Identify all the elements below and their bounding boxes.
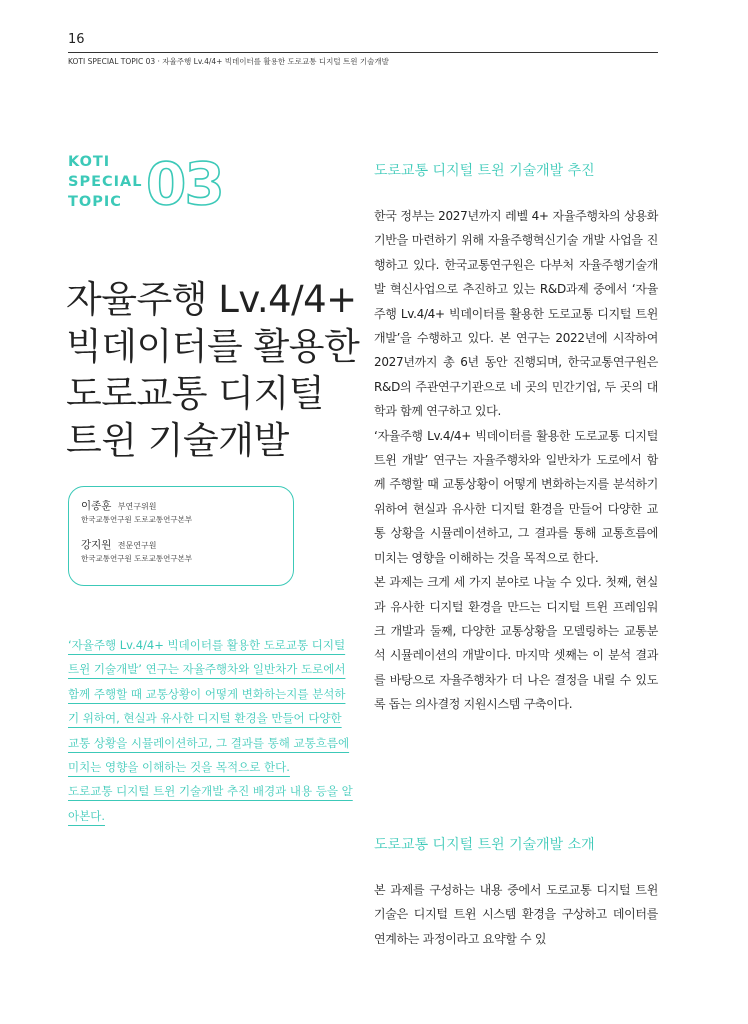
- author-1: [81, 499, 293, 526]
- title-line-4: 트윈 기술개발: [66, 419, 289, 462]
- article-summary: [68, 633, 353, 828]
- title-line-1: 자율주행 Lv.4/4+: [66, 278, 357, 321]
- author-name: 강지원: [81, 539, 112, 551]
- badge-word-koti: KOTI: [68, 154, 111, 170]
- header-rule: [68, 52, 658, 53]
- badge-number: 03: [146, 150, 223, 218]
- author-affiliation: 한국교통연구원 도로교통연구본부: [81, 515, 193, 524]
- author-role: 전문연구원: [117, 541, 157, 550]
- koti-special-topic-badge: [68, 152, 258, 222]
- body-text: [374, 878, 658, 951]
- section-heading: 도로교통 디지털 트윈 기술개발 소개: [374, 837, 595, 853]
- title-line-3: 도로교통 디지털: [66, 372, 324, 415]
- author-affiliation: 한국교통연구원 도로교통연구본부: [81, 554, 193, 563]
- author-role: 부연구위원: [117, 502, 157, 511]
- author-box: [68, 486, 294, 586]
- running-head: KOTI SPECIAL TOPIC 03 · 자율주행 Lv.4/4+ 빅데이터를 활용한 도로교통 디지털 트윈 기술개발: [68, 57, 389, 66]
- body-paragraph: 한국 정부는 2027년까지 레벨 4+ 자율주행차의 상용화 기반을 마련하기 위해 자율주행혁신기술 개발 사업을 진행하고 있다. 한국교통연구원은 다부처 자율주행기술개발 혁신사업으로 추진하고 있는 R&D과제 중에서 ‘자율주행 Lv.4/4+ 빅데이터를 활용한 도로교통 디지털 트윈 개발’을 수행하고 있다. 본 연구는 2022년에 시작하여 2027년까지 총 6년 동안 진행되며, 한국교통연구원은 R&D의 주관연구기관으로 네 곳의 민간기업, 두 곳의 대학과 함께 연구하고 있다.: [374, 209, 658, 419]
- article-title: [66, 276, 366, 464]
- badge-word-topic: TOPIC: [68, 194, 122, 210]
- body-text: [374, 204, 658, 717]
- summary-paragraph: ‘자율주행 Lv.4/4+ 빅데이터를 활용한 도로교통 디지털 트윈 기술개발’ 연구는 자율주행차와 일반차가 도로에서 함께 주행할 때 교통상황이 어떻게 변화하는지를 분석하기 위하여, 현실과 유사한 디지털 환경을 만들어 다양한 교통 상황을 시뮬레이션하고, 그 결과를 통해 교통흐름에 미치는 영향을 이해하는 것을 목적으로 한다.: [68, 638, 350, 775]
- section-heading: 도로교통 디지털 트윈 기술개발 추진: [374, 163, 595, 179]
- page-number: 16: [68, 32, 85, 47]
- body-paragraph: 본 과제를 구성하는 내용 중에서 도로교통 디지털 트윈 기술은 디지털 트윈 시스템 환경을 구상하고 데이터를 연계하는 과정이라고 요약할 수 있: [374, 883, 658, 946]
- body-paragraph: 본 과제는 크게 세 가지 분야로 나눌 수 있다. 첫째, 현실과 유사한 디지털 환경을 만드는 디지털 트윈 프레임워크 개발과 둘째, 다양한 교통상황을 모델링하는 교통분석 시뮬레이션의 개발이다. 마지막 셋째는 이 분석 결과를 바탕으로 자율주행차가 더 나은 결정을 내릴 수 있도록 돕는 의사결정 지원시스템 구축이다.: [374, 575, 658, 712]
- body-paragraph: ‘자율주행 Lv.4/4+ 빅데이터를 활용한 도로교통 디지털 트윈 개발’ 연구는 자율주행차와 일반차가 도로에서 함께 주행할 때 교통상황이 어떻게 변화하는지를 분석하기 위하여 현실과 유사한 디지털 환경을 만들어 다양한 교통 상황을 시뮬레이션하고, 그 결과를 통해 교통흐름에 미치는 영향을 이해하는 것을 목적으로 한다.: [374, 428, 658, 565]
- author-2: [81, 538, 293, 565]
- title-line-2: 빅데이터를 활용한: [66, 325, 360, 368]
- summary-paragraph: 도로교통 디지털 트윈 기술개발 추진 배경과 내용 등을 알아본다.: [68, 784, 353, 823]
- badge-word-special: SPECIAL: [68, 174, 143, 190]
- author-name: 이종훈: [81, 500, 112, 512]
